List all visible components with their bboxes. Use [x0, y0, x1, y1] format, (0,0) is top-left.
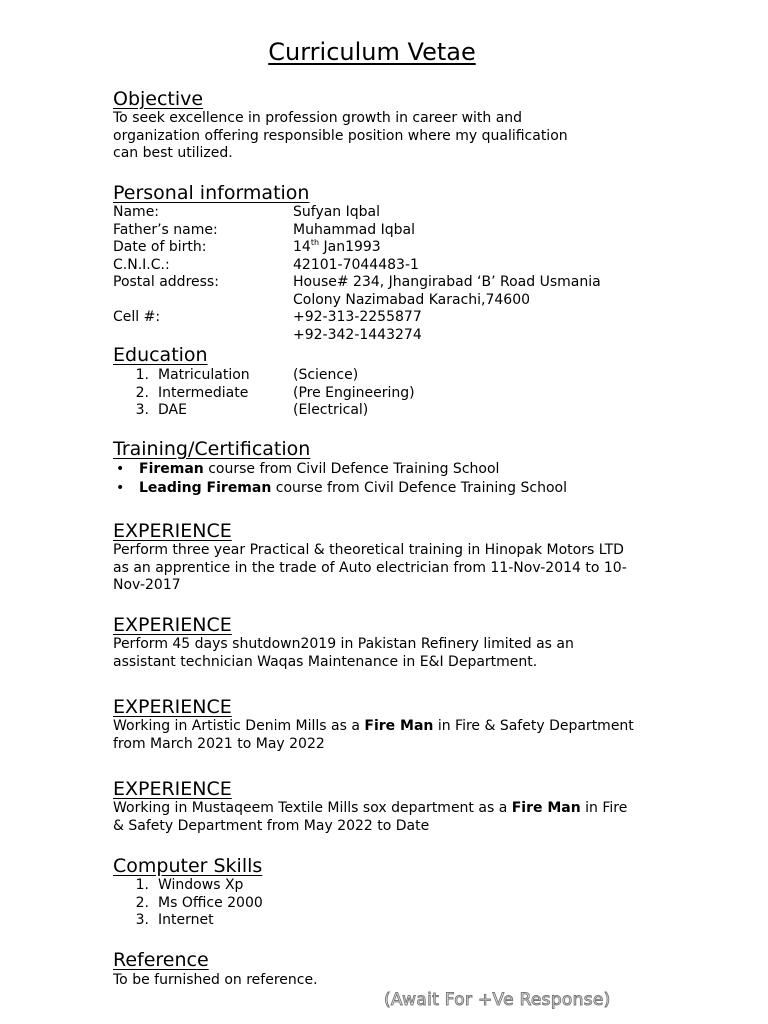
- field-value: House# 234, Jhangirabad ‘B’ Road Usmania: [293, 274, 601, 290]
- field-value: +92-342-1443274: [293, 326, 422, 343]
- experience-line: Nov-2017: [113, 577, 181, 593]
- list-number: 2.: [135, 384, 149, 401]
- education-item: [113, 385, 643, 403]
- personal-row-address-cont: [113, 292, 643, 310]
- experience-segment: Working in Artistic Denim Mills as a: [113, 718, 365, 734]
- field-label: Cell #:: [113, 309, 161, 325]
- experience-line: from March 2021 to May 2022: [113, 735, 325, 752]
- skill-item: [113, 912, 643, 930]
- training-title: Fireman: [139, 461, 204, 477]
- field-label: Postal address:: [113, 274, 219, 290]
- training-desc: course from Civil Defence Training School: [271, 479, 567, 496]
- objective-text: [113, 110, 643, 163]
- computer-skills-heading: Computer Skills: [113, 855, 263, 877]
- experience-text: [113, 718, 643, 753]
- education-item: [113, 402, 643, 420]
- experience-segment: in Fire & Safety Department: [433, 718, 634, 734]
- education-heading: Education: [113, 344, 208, 366]
- experience-line: & Safety Department from May 2022 to Date: [113, 817, 430, 834]
- field-value: [293, 239, 381, 257]
- experience-role: Fire Man: [511, 800, 581, 816]
- personal-info-table: [113, 204, 643, 344]
- field-value: Colony Nazimabad Karachi,74600: [293, 291, 531, 308]
- education-name: DAE: [158, 402, 187, 418]
- list-number: 1.: [135, 877, 149, 893]
- education-detail: (Pre Engineering): [293, 384, 415, 401]
- education-item: [113, 367, 643, 385]
- reference-line: To be furnished on reference.: [113, 972, 318, 988]
- reference-text: [113, 972, 643, 990]
- field-value: Sufyan Iqbal: [293, 204, 381, 220]
- experience-segment: Working in Mustaqeem Textile Mills sox department as a: [113, 800, 512, 816]
- experience-heading: EXPERIENCE: [113, 614, 232, 636]
- bullet-icon: •: [116, 479, 125, 496]
- field-label: Name:: [113, 204, 160, 220]
- reference-heading: Reference: [113, 949, 209, 971]
- experience-line: Perform three year Practical & theoretical training in Hinopak Motors LTD: [113, 542, 624, 558]
- training-title: Leading Fireman: [139, 479, 272, 496]
- training-item: [113, 480, 643, 499]
- experience-segment: in Fire: [580, 800, 628, 816]
- list-number: 2.: [135, 894, 149, 911]
- training-text: [139, 480, 567, 498]
- experience-text: [113, 800, 643, 835]
- education-name: Matriculation: [158, 367, 250, 383]
- personal-info-heading: Personal information: [113, 182, 310, 204]
- experience-line: Perform 45 days shutdown2019 in Pakistan Refinery limited as an: [113, 636, 574, 652]
- personal-row-cell-cont: [113, 327, 643, 345]
- personal-row-cnic: [113, 257, 643, 275]
- objective-line: To seek excellence in profession growth in career with and: [113, 110, 523, 126]
- experience-line: assistant technician Waqas Maintenance in E&I Department.: [113, 653, 538, 670]
- skill-name: Internet: [158, 912, 214, 928]
- dob-rest: Jan1993: [319, 239, 381, 255]
- experience-text: [113, 636, 643, 671]
- experience-text: [113, 542, 643, 595]
- list-number: 3.: [135, 912, 149, 928]
- training-heading: Training/Certification: [113, 438, 311, 460]
- education-detail: (Electrical): [293, 402, 369, 418]
- experience-line: as an apprentice in the trade of Auto electrician from 11-Nov-2014 to 10-: [113, 559, 627, 576]
- footer-note: (Await For +Ve Response): [384, 990, 611, 1010]
- skill-name: Windows Xp: [158, 877, 244, 893]
- experience-role: Fire Man: [364, 718, 434, 734]
- experience-heading: EXPERIENCE: [113, 778, 232, 800]
- document-title: Curriculum Vetae: [268, 38, 476, 66]
- dob-suffix: th: [310, 238, 320, 247]
- personal-row-dob: [113, 239, 643, 257]
- objective-heading: Objective: [113, 88, 204, 110]
- list-number: 3.: [135, 402, 149, 418]
- objective-line: can best utilized.: [113, 145, 233, 161]
- experience-heading: EXPERIENCE: [113, 696, 232, 718]
- field-value: 42101-7044483-1: [293, 256, 419, 273]
- training-list: [113, 461, 643, 498]
- personal-row-father: [113, 222, 643, 240]
- training-item: [113, 461, 643, 480]
- skill-item: [113, 877, 643, 895]
- bullet-icon: •: [116, 461, 125, 477]
- personal-row-address: [113, 274, 643, 292]
- training-desc: course from Civil Defence Training School: [203, 461, 500, 477]
- field-label: Father’s name:: [113, 221, 218, 238]
- computer-skills-list: [113, 877, 643, 930]
- education-name: Intermediate: [158, 384, 249, 401]
- field-value: Muhammad Iqbal: [293, 221, 415, 238]
- skill-item: [113, 895, 643, 913]
- list-number: 1.: [135, 367, 149, 383]
- experience-line: [113, 800, 643, 818]
- experience-line: [113, 718, 643, 736]
- education-list: [113, 367, 643, 420]
- personal-row-name: [113, 204, 643, 222]
- field-value: +92-313-2255877: [293, 309, 422, 325]
- dob-day: 14: [293, 239, 311, 255]
- skill-name: Ms Office 2000: [158, 894, 263, 911]
- experience-heading: EXPERIENCE: [113, 520, 232, 542]
- training-text: [139, 461, 499, 479]
- field-label: C.N.I.C.:: [113, 256, 170, 273]
- education-detail: (Science): [293, 367, 359, 383]
- field-label: Date of birth:: [113, 239, 207, 255]
- objective-line: organization offering responsible position where my qualification: [113, 127, 568, 144]
- personal-row-cell: [113, 309, 643, 327]
